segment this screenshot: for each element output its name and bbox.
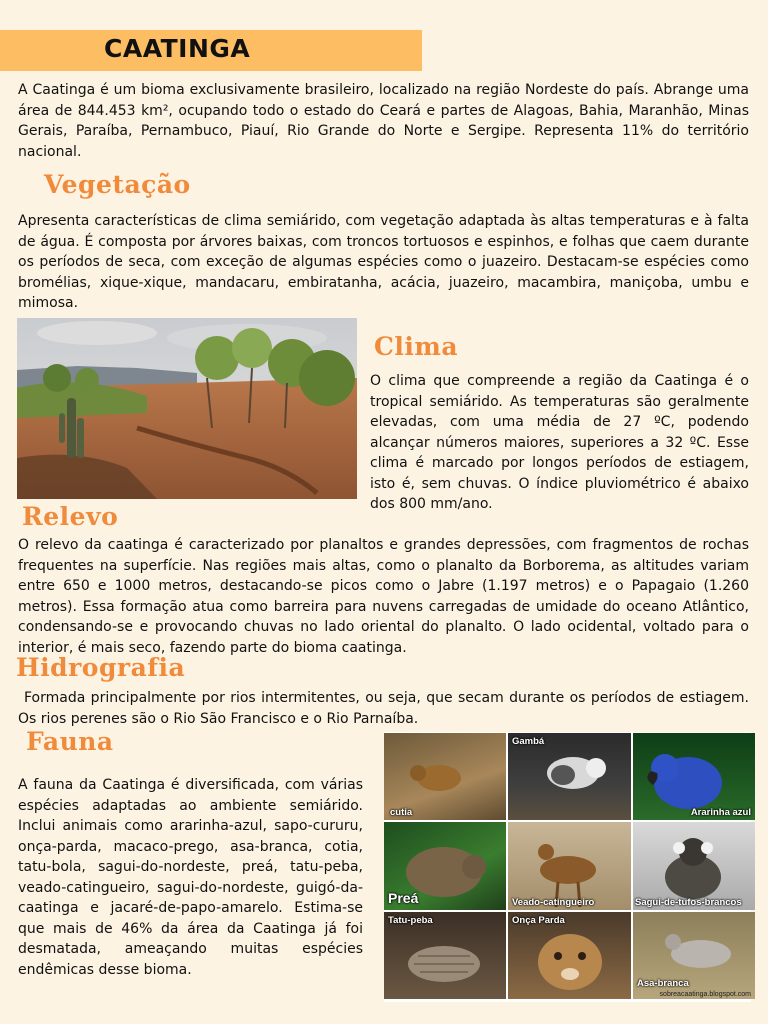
asa-branca-photo	[633, 912, 755, 999]
heading-fauna: Fauna	[26, 727, 114, 756]
caatinga-landscape-photo	[17, 318, 357, 499]
ararinha-azul-label: Ararinha azul	[690, 807, 751, 818]
fauna-paragraph: A fauna da Caatinga é diversificada, com várias espécies adaptadas ao ambiente semiárido. Inclui animais como ararinha-azul, sapo-cururu, onça-parda, macaco-prego, asa-branca, cotia, tatu-bola, sagui-do-nordeste, preá, tatu-peba, veado-catingueiro, sagui-do-nordeste, guigó-da-caatinga e jacaré-de-papo-amarelo. Estima-se que mais de 46% da área da Caatinga já foi desmatada, ameaçando muitas espécies endêmicas desse bioma.	[18, 777, 363, 978]
heading-hidrografia: Hidrografia	[16, 653, 186, 682]
photo-credit: sobreacaatinga.blogspot.com	[659, 991, 751, 998]
sagui-photo	[633, 822, 755, 910]
relevo-paragraph: O relevo da caatinga é caracterizado por planaltos e grandes depressões, com fragmentos de rochas frequentes na superfície. Nas regiões mais altas, como o planalto da Borborema, as altitudes variam entre 650 e 1000 metros, destacando-se picos como o Jabre (1.197 metros) e o Papagaio (1.260 metros). Essa formação atua como barreira para nuvens carregadas de umidade do oceano Atlântico, condensando-se e provocando chuvas no lado oriental do planalto. O lado ocidental, voltado para o interior, é mais seco, fazendo parte do bioma caatinga.	[18, 537, 749, 656]
prea-photo	[384, 822, 506, 910]
prea-label: Preá	[388, 890, 419, 906]
intro-paragraph: A Caatinga é um bioma exclusivamente brasileiro, localizado na região Nordeste do país. Abrange uma área de 844.453 km², ocupando todo o estado do Ceará e partes de Alagoas, Bahia, Maranhão, Minas Gerais, Paraíba, Pernambuco, Piauí, Rio Grande do Norte e Sergipe. Representa 11% do território nacional.	[18, 82, 749, 160]
gamba-label: Gambá	[512, 736, 545, 747]
heading-relevo: Relevo	[22, 502, 119, 531]
onca-parda-label: Onça Parda	[512, 915, 565, 926]
onca-parda-photo	[508, 912, 631, 999]
title-banner	[0, 30, 422, 71]
ararinha-azul-photo	[633, 733, 755, 820]
vegetacao-paragraph: Apresenta características de clima semiárido, com vegetação adaptada às altas temperaturas e à falta de água. É composta por árvores baixas, com troncos tortuosos e espinhos, e folhas que caem durante os períodos de seca, com exceção de algumas espécies como o juazeiro. Destacam-se espécies como bromélias, xique-xique, mandacaru, embiratanha, acácia, juazeiro, macambira, maniçoba, umbu e mimosa.	[18, 213, 749, 311]
tatu-peba-photo	[384, 912, 506, 999]
cutia-label: cutia	[390, 807, 413, 818]
fauna-photo-collage	[384, 732, 751, 1002]
asa-branca-label: Asa-branca	[637, 978, 689, 989]
veado-catingueiro-label: Veado-catingueiro	[512, 897, 595, 908]
heading-clima: Clima	[374, 332, 459, 361]
hidrografia-paragraph: Formada principalmente por rios intermitentes, ou seja, que secam durante os períodos de estiagem. Os rios perenes são o Rio São Francisco e o Rio Parnaíba.	[18, 690, 749, 727]
veado-catingueiro-photo	[508, 822, 631, 910]
sagui-label: Sagui-de-tufos-brancos	[635, 897, 742, 908]
page-title: CAATINGA	[104, 34, 251, 63]
heading-vegetacao: Vegetação	[44, 170, 191, 199]
cutia-photo	[384, 733, 506, 820]
clima-paragraph: O clima que compreende a região da Caatinga é o tropical semiárido. As temperaturas são geralmente elevadas, com uma média de 27 ºC, podendo alcançar números maiores, superiores a 32 ºC. Esse clima é marcado por longos períodos de estiagem, isto é, sem chuvas. O índice pluviométrico é abaixo dos 800 mm/ano.	[370, 373, 749, 512]
gamba-photo	[508, 733, 631, 820]
tatu-peba-label: Tatu-peba	[388, 915, 433, 926]
